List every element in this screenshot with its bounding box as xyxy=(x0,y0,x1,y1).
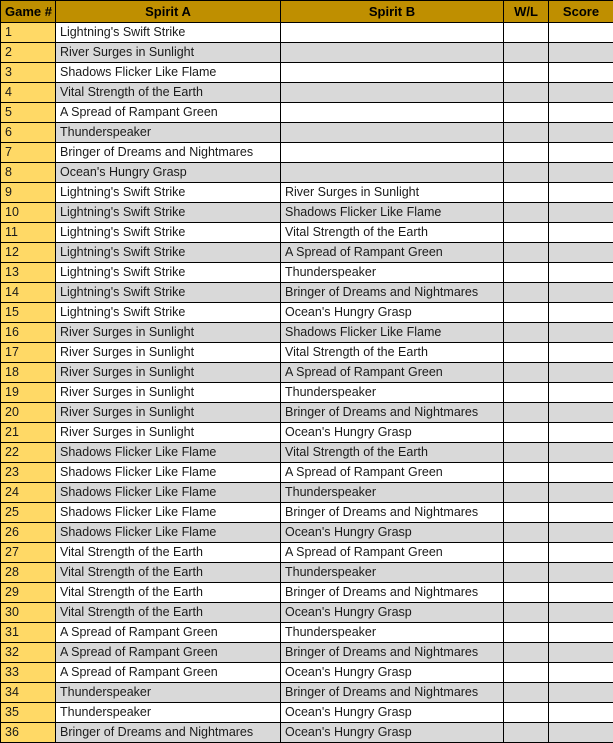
table-row xyxy=(1,103,613,123)
cell-game-number[interactable]: 28 xyxy=(1,563,56,583)
table-row xyxy=(1,483,613,503)
cell-spirit-b[interactable]: Bringer of Dreams and Nightmares xyxy=(281,683,504,703)
cell-score[interactable] xyxy=(549,263,613,283)
cell-spirit-b[interactable]: Shadows Flicker Like Flame xyxy=(281,323,504,343)
cell-spirit-b[interactable]: Thunderspeaker xyxy=(281,263,504,283)
table-row xyxy=(1,243,613,263)
cell-game-number[interactable]: 35 xyxy=(1,703,56,723)
cell-win-loss[interactable] xyxy=(504,683,549,703)
cell-win-loss[interactable] xyxy=(504,63,549,83)
cell-spirit-a[interactable]: Lightning's Swift Strike xyxy=(56,263,281,283)
column-header-wl[interactable]: W/L xyxy=(504,1,549,23)
cell-win-loss[interactable] xyxy=(504,563,549,583)
cell-win-loss[interactable] xyxy=(504,303,549,323)
cell-spirit-b[interactable]: Vital Strength of the Earth xyxy=(281,443,504,463)
table-row xyxy=(1,63,613,83)
cell-spirit-a[interactable]: River Surges in Sunlight xyxy=(56,363,281,383)
cell-spirit-a[interactable]: Lightning's Swift Strike xyxy=(56,283,281,303)
cell-score[interactable] xyxy=(549,283,613,303)
cell-game-number[interactable]: 15 xyxy=(1,303,56,323)
cell-score[interactable] xyxy=(549,643,613,663)
cell-game-number[interactable]: 32 xyxy=(1,643,56,663)
cell-spirit-a[interactable]: Thunderspeaker xyxy=(56,683,281,703)
cell-game-number[interactable]: 9 xyxy=(1,183,56,203)
cell-win-loss[interactable] xyxy=(504,663,549,683)
cell-spirit-a[interactable]: River Surges in Sunlight xyxy=(56,323,281,343)
cell-spirit-a[interactable]: River Surges in Sunlight xyxy=(56,403,281,423)
cell-spirit-b[interactable]: A Spread of Rampant Green xyxy=(281,363,504,383)
cell-game-number[interactable]: 36 xyxy=(1,723,56,743)
cell-score[interactable] xyxy=(549,243,613,263)
cell-score[interactable] xyxy=(549,163,613,183)
cell-game-number[interactable]: 27 xyxy=(1,543,56,563)
cell-score[interactable] xyxy=(549,603,613,623)
cell-spirit-a[interactable]: A Spread of Rampant Green xyxy=(56,663,281,683)
cell-spirit-a[interactable]: Shadows Flicker Like Flame xyxy=(56,463,281,483)
cell-spirit-b[interactable] xyxy=(281,23,504,43)
cell-score[interactable] xyxy=(549,343,613,363)
cell-game-number[interactable]: 4 xyxy=(1,83,56,103)
cell-spirit-a[interactable]: Shadows Flicker Like Flame xyxy=(56,483,281,503)
cell-win-loss[interactable] xyxy=(504,423,549,443)
cell-win-loss[interactable] xyxy=(504,283,549,303)
cell-spirit-b[interactable] xyxy=(281,143,504,163)
cell-spirit-b[interactable]: Thunderspeaker xyxy=(281,623,504,643)
table-row xyxy=(1,283,613,303)
cell-win-loss[interactable] xyxy=(504,223,549,243)
cell-game-number[interactable]: 23 xyxy=(1,463,56,483)
cell-spirit-a[interactable]: Vital Strength of the Earth xyxy=(56,563,281,583)
cell-score[interactable] xyxy=(549,223,613,243)
table-row xyxy=(1,623,613,643)
cell-win-loss[interactable] xyxy=(504,463,549,483)
cell-win-loss[interactable] xyxy=(504,523,549,543)
cell-game-number[interactable]: 14 xyxy=(1,283,56,303)
cell-game-number[interactable]: 13 xyxy=(1,263,56,283)
table-row xyxy=(1,83,613,103)
cell-game-number[interactable]: 29 xyxy=(1,583,56,603)
table-row xyxy=(1,423,613,443)
cell-game-number[interactable]: 11 xyxy=(1,223,56,243)
cell-spirit-a[interactable]: Vital Strength of the Earth xyxy=(56,583,281,603)
cell-score[interactable] xyxy=(549,703,613,723)
cell-win-loss[interactable] xyxy=(504,103,549,123)
cell-spirit-a[interactable]: Lightning's Swift Strike xyxy=(56,303,281,323)
cell-score[interactable] xyxy=(549,583,613,603)
cell-win-loss[interactable] xyxy=(504,383,549,403)
column-header-spirit-a[interactable]: Spirit A xyxy=(56,1,281,23)
table-header xyxy=(1,1,613,23)
cell-spirit-a[interactable]: A Spread of Rampant Green xyxy=(56,623,281,643)
table-row xyxy=(1,683,613,703)
cell-spirit-a[interactable]: Shadows Flicker Like Flame xyxy=(56,503,281,523)
cell-game-number[interactable]: 31 xyxy=(1,623,56,643)
cell-score[interactable] xyxy=(549,723,613,743)
table-row xyxy=(1,443,613,463)
cell-spirit-b[interactable] xyxy=(281,123,504,143)
cell-game-number[interactable]: 30 xyxy=(1,603,56,623)
table-row xyxy=(1,183,613,203)
cell-game-number[interactable]: 7 xyxy=(1,143,56,163)
cell-spirit-a[interactable]: Lightning's Swift Strike xyxy=(56,23,281,43)
cell-win-loss[interactable] xyxy=(504,323,549,343)
cell-spirit-a[interactable]: Shadows Flicker Like Flame xyxy=(56,443,281,463)
cell-win-loss[interactable] xyxy=(504,123,549,143)
cell-spirit-a[interactable]: Thunderspeaker xyxy=(56,123,281,143)
cell-spirit-a[interactable]: River Surges in Sunlight xyxy=(56,423,281,443)
table-row xyxy=(1,503,613,523)
cell-game-number[interactable]: 2 xyxy=(1,43,56,63)
cell-game-number[interactable]: 1 xyxy=(1,23,56,43)
cell-win-loss[interactable] xyxy=(504,503,549,523)
cell-win-loss[interactable] xyxy=(504,363,549,383)
cell-game-number[interactable]: 18 xyxy=(1,363,56,383)
cell-score[interactable] xyxy=(549,543,613,563)
cell-spirit-b[interactable]: Thunderspeaker xyxy=(281,383,504,403)
cell-game-number[interactable]: 24 xyxy=(1,483,56,503)
cell-score[interactable] xyxy=(549,503,613,523)
cell-spirit-b[interactable]: Bringer of Dreams and Nightmares xyxy=(281,583,504,603)
cell-win-loss[interactable] xyxy=(504,583,549,603)
cell-score[interactable] xyxy=(549,383,613,403)
cell-game-number[interactable]: 33 xyxy=(1,663,56,683)
cell-game-number[interactable]: 34 xyxy=(1,683,56,703)
cell-spirit-b[interactable]: Thunderspeaker xyxy=(281,483,504,503)
cell-win-loss[interactable] xyxy=(504,43,549,63)
column-header-game[interactable]: Game # xyxy=(1,1,56,23)
table-row xyxy=(1,703,613,723)
table-row xyxy=(1,143,613,163)
table-row xyxy=(1,163,613,183)
cell-spirit-b[interactable]: Vital Strength of the Earth xyxy=(281,343,504,363)
cell-score[interactable] xyxy=(549,203,613,223)
cell-win-loss[interactable] xyxy=(504,403,549,423)
cell-score[interactable] xyxy=(549,363,613,383)
cell-win-loss[interactable] xyxy=(504,343,549,363)
cell-score[interactable] xyxy=(549,523,613,543)
cell-spirit-b[interactable] xyxy=(281,103,504,123)
table-row xyxy=(1,363,613,383)
cell-spirit-b[interactable]: Ocean's Hungry Grasp xyxy=(281,723,504,743)
cell-win-loss[interactable] xyxy=(504,163,549,183)
table-row xyxy=(1,603,613,623)
cell-spirit-a[interactable]: Lightning's Swift Strike xyxy=(56,223,281,243)
cell-spirit-b[interactable]: Bringer of Dreams and Nightmares xyxy=(281,283,504,303)
cell-spirit-b[interactable] xyxy=(281,83,504,103)
table-row xyxy=(1,583,613,603)
cell-spirit-a[interactable]: Shadows Flicker Like Flame xyxy=(56,523,281,543)
cell-spirit-b[interactable]: Ocean's Hungry Grasp xyxy=(281,703,504,723)
table-body xyxy=(1,23,613,743)
cell-game-number[interactable]: 10 xyxy=(1,203,56,223)
cell-score[interactable] xyxy=(549,463,613,483)
cell-score[interactable] xyxy=(549,143,613,163)
column-header-spirit-b[interactable]: Spirit B xyxy=(281,1,504,23)
cell-game-number[interactable]: 22 xyxy=(1,443,56,463)
cell-spirit-a[interactable]: Vital Strength of the Earth xyxy=(56,543,281,563)
cell-spirit-b[interactable]: Shadows Flicker Like Flame xyxy=(281,203,504,223)
cell-spirit-b[interactable]: Ocean's Hungry Grasp xyxy=(281,423,504,443)
cell-win-loss[interactable] xyxy=(504,543,549,563)
cell-spirit-a[interactable]: Vital Strength of the Earth xyxy=(56,83,281,103)
cell-score[interactable] xyxy=(549,323,613,343)
cell-win-loss[interactable] xyxy=(504,603,549,623)
cell-spirit-b[interactable]: Bringer of Dreams and Nightmares xyxy=(281,503,504,523)
cell-score[interactable] xyxy=(549,563,613,583)
cell-win-loss[interactable] xyxy=(504,203,549,223)
cell-spirit-b[interactable]: A Spread of Rampant Green xyxy=(281,243,504,263)
cell-spirit-b[interactable]: A Spread of Rampant Green xyxy=(281,543,504,563)
cell-score[interactable] xyxy=(549,103,613,123)
table-row xyxy=(1,403,613,423)
cell-score[interactable] xyxy=(549,623,613,643)
cell-spirit-b[interactable]: Ocean's Hungry Grasp xyxy=(281,663,504,683)
table-row xyxy=(1,643,613,663)
cell-spirit-a[interactable]: Lightning's Swift Strike xyxy=(56,243,281,263)
table-row xyxy=(1,563,613,583)
cell-score[interactable] xyxy=(549,683,613,703)
cell-spirit-a[interactable]: River Surges in Sunlight xyxy=(56,43,281,63)
cell-game-number[interactable]: 5 xyxy=(1,103,56,123)
cell-spirit-b[interactable]: Bringer of Dreams and Nightmares xyxy=(281,643,504,663)
cell-score[interactable] xyxy=(549,483,613,503)
cell-spirit-b[interactable]: River Surges in Sunlight xyxy=(281,183,504,203)
cell-spirit-b[interactable] xyxy=(281,63,504,83)
cell-score[interactable] xyxy=(549,63,613,83)
table-row xyxy=(1,263,613,283)
table-row xyxy=(1,123,613,143)
cell-win-loss[interactable] xyxy=(504,263,549,283)
cell-game-number[interactable]: 25 xyxy=(1,503,56,523)
cell-spirit-a[interactable]: Bringer of Dreams and Nightmares xyxy=(56,143,281,163)
cell-score[interactable] xyxy=(549,23,613,43)
cell-score[interactable] xyxy=(549,83,613,103)
cell-spirit-b[interactable]: Ocean's Hungry Grasp xyxy=(281,303,504,323)
cell-game-number[interactable]: 17 xyxy=(1,343,56,363)
cell-score[interactable] xyxy=(549,183,613,203)
table-row xyxy=(1,523,613,543)
cell-score[interactable] xyxy=(549,43,613,63)
header-row xyxy=(1,1,613,23)
cell-score[interactable] xyxy=(549,663,613,683)
cell-score[interactable] xyxy=(549,423,613,443)
table-row xyxy=(1,223,613,243)
cell-score[interactable] xyxy=(549,123,613,143)
table-row xyxy=(1,723,613,743)
table-row xyxy=(1,303,613,323)
table-row xyxy=(1,543,613,563)
table-row xyxy=(1,203,613,223)
cell-game-number[interactable]: 6 xyxy=(1,123,56,143)
cell-spirit-a[interactable]: Lightning's Swift Strike xyxy=(56,183,281,203)
table-row xyxy=(1,343,613,363)
cell-win-loss[interactable] xyxy=(504,183,549,203)
cell-game-number[interactable]: 19 xyxy=(1,383,56,403)
cell-spirit-b[interactable]: Ocean's Hungry Grasp xyxy=(281,523,504,543)
cell-win-loss[interactable] xyxy=(504,243,549,263)
cell-spirit-a[interactable]: Lightning's Swift Strike xyxy=(56,203,281,223)
cell-spirit-a[interactable]: River Surges in Sunlight xyxy=(56,383,281,403)
cell-spirit-a[interactable]: Bringer of Dreams and Nightmares xyxy=(56,723,281,743)
cell-spirit-b[interactable]: Thunderspeaker xyxy=(281,563,504,583)
cell-game-number[interactable]: 20 xyxy=(1,403,56,423)
cell-spirit-a[interactable]: Thunderspeaker xyxy=(56,703,281,723)
cell-spirit-a[interactable]: Ocean's Hungry Grasp xyxy=(56,163,281,183)
cell-score[interactable] xyxy=(549,303,613,323)
cell-game-number[interactable]: 21 xyxy=(1,423,56,443)
cell-spirit-b[interactable]: Bringer of Dreams and Nightmares xyxy=(281,403,504,423)
cell-score[interactable] xyxy=(549,403,613,423)
cell-spirit-b[interactable]: Ocean's Hungry Grasp xyxy=(281,603,504,623)
table-row xyxy=(1,23,613,43)
cell-spirit-a[interactable]: A Spread of Rampant Green xyxy=(56,103,281,123)
table-row xyxy=(1,323,613,343)
cell-game-number[interactable]: 12 xyxy=(1,243,56,263)
table-row xyxy=(1,663,613,683)
cell-win-loss[interactable] xyxy=(504,703,549,723)
table-row xyxy=(1,43,613,63)
cell-spirit-b[interactable] xyxy=(281,163,504,183)
cell-win-loss[interactable] xyxy=(504,723,549,743)
table-row xyxy=(1,383,613,403)
cell-spirit-b[interactable] xyxy=(281,43,504,63)
cell-game-number[interactable]: 16 xyxy=(1,323,56,343)
cell-spirit-a[interactable]: Shadows Flicker Like Flame xyxy=(56,63,281,83)
cell-game-number[interactable]: 3 xyxy=(1,63,56,83)
cell-spirit-a[interactable]: River Surges in Sunlight xyxy=(56,343,281,363)
cell-score[interactable] xyxy=(549,443,613,463)
cell-spirit-b[interactable]: A Spread of Rampant Green xyxy=(281,463,504,483)
table-row xyxy=(1,463,613,483)
cell-spirit-b[interactable]: Vital Strength of the Earth xyxy=(281,223,504,243)
cell-spirit-a[interactable]: A Spread of Rampant Green xyxy=(56,643,281,663)
cell-win-loss[interactable] xyxy=(504,643,549,663)
cell-win-loss[interactable] xyxy=(504,83,549,103)
cell-win-loss[interactable] xyxy=(504,623,549,643)
cell-game-number[interactable]: 26 xyxy=(1,523,56,543)
column-header-score[interactable]: Score xyxy=(549,1,613,23)
cell-win-loss[interactable] xyxy=(504,443,549,463)
cell-win-loss[interactable] xyxy=(504,23,549,43)
cell-spirit-a[interactable]: Vital Strength of the Earth xyxy=(56,603,281,623)
cell-win-loss[interactable] xyxy=(504,143,549,163)
cell-win-loss[interactable] xyxy=(504,483,549,503)
cell-game-number[interactable]: 8 xyxy=(1,163,56,183)
